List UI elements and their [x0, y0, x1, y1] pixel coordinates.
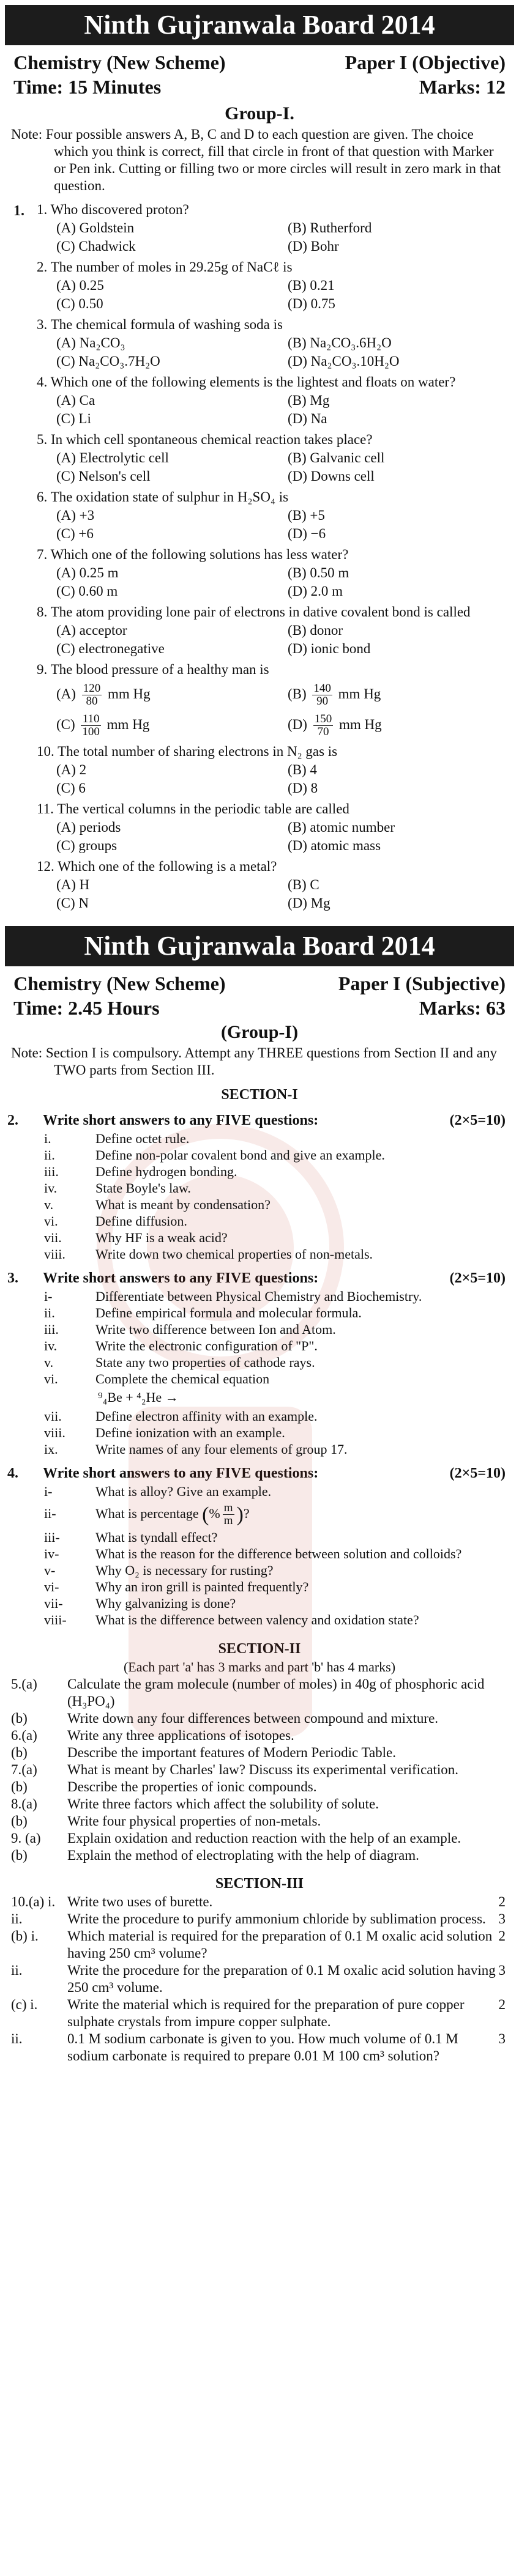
- subjective-header-row2: [0, 996, 519, 1020]
- fraction-numerator: 140: [313, 682, 331, 695]
- mcq-options: [37, 876, 519, 912]
- mcq-option: (A) 2: [56, 762, 87, 777]
- paper-label: Paper I (Subjective): [338, 972, 506, 994]
- subquestion-number: viii-: [44, 1612, 67, 1627]
- subquestion-text: Why an iron grill is painted frequently?: [95, 1579, 309, 1594]
- mcq-stem: 10. The total number of sharing electrons in N₂ gas is: [37, 744, 338, 759]
- long-question-number: 7.(a): [11, 1761, 37, 1777]
- subquestion: [0, 1321, 519, 1338]
- long-question-text: Write the material which is required for the preparation of pure copper sulphate crystals from impure copper sulphate.: [67, 1996, 465, 2029]
- subquestion-text: Define octet rule.: [95, 1131, 190, 1146]
- subquestion-text: What is percentage: [95, 1506, 199, 1521]
- subjective-note: Note: Section I is compulsory. Attempt any THREE questions from Section II and any TWO parts from Section III.: [11, 1045, 498, 1078]
- long-question-text: Write any three applications of isotopes.: [67, 1727, 294, 1743]
- long-question: [0, 2030, 519, 2065]
- mcq-stem: 2. The number of moles in 29.25g of NaCℓ is: [37, 259, 293, 275]
- subquestion-number: v-: [44, 1562, 56, 1578]
- mcq-option: (A) Ca: [56, 393, 95, 408]
- mcq-option: (B) C: [288, 877, 319, 892]
- long-question-text: Write three factors which affect the solubility of solute.: [67, 1796, 379, 1812]
- long-question-text: Calculate the gram molecule (number of moles) in 40g of phosphoric acid (H₃PO₄): [67, 1676, 485, 1709]
- mcq-option: (B) Na₂CO₃.6H₂O: [288, 335, 392, 350]
- long-question-number: 9. (a): [11, 1830, 41, 1846]
- marks-label: Marks: 63: [419, 997, 506, 1019]
- mcq-stem: 5. In which cell spontaneous chemical reaction takes place?: [37, 432, 373, 447]
- subquestion: [0, 1196, 519, 1213]
- question-4-header: [0, 1464, 519, 1483]
- long-question-text: Write the procedure to purify ammonium chloride by sublimation process.: [67, 1911, 486, 1926]
- subquestion-text: What is alloy? Give an example.: [95, 1484, 272, 1499]
- subquestion: [0, 1130, 519, 1147]
- question-marks: (2×5=10): [449, 1270, 506, 1286]
- question-number: 3.: [7, 1270, 18, 1286]
- mcq-option: (C) 0.60 m: [56, 583, 118, 599]
- subquestion-text: Define non-polar covalent bond and give an example.: [95, 1147, 385, 1163]
- mcq-item: [0, 661, 519, 740]
- long-question-marks: 2: [498, 1893, 506, 1909]
- mcq-option: (B) Rutherford: [288, 220, 372, 235]
- subquestion: [0, 1246, 519, 1262]
- subquestion-number: iii.: [44, 1322, 59, 1337]
- subquestion-text: Why HF is a weak acid?: [95, 1230, 228, 1245]
- question-number: 4.: [7, 1465, 18, 1481]
- subquestion: [0, 1612, 519, 1628]
- mcq-option: (B) 0.50 m: [288, 565, 349, 580]
- mcq-stem: 11. The vertical columns in the periodic table are called: [37, 801, 349, 816]
- long-question-marks: 2: [498, 1928, 506, 1944]
- mcq-option: (C) groups: [56, 838, 118, 853]
- long-question: [0, 1813, 519, 1830]
- section-2-title: SECTION-II: [218, 1640, 301, 1657]
- subquestion: [0, 1305, 519, 1321]
- mcq-option: (C) Chadwick: [56, 239, 136, 254]
- fraction-denominator: m: [223, 1514, 233, 1528]
- group-title: (Group-I): [220, 1022, 299, 1042]
- mcq-options: [37, 506, 519, 543]
- long-question-text: What is meant by Charles' law? Discuss its experimental verification.: [67, 1761, 459, 1777]
- subquestion-number: vi.: [44, 1213, 58, 1229]
- subquestion-text: State Boyle's law.: [95, 1180, 191, 1196]
- subquestion: [0, 1408, 519, 1424]
- subquestion: [0, 1213, 519, 1229]
- subquestion: [0, 1338, 519, 1354]
- mcq-options: [37, 449, 519, 486]
- long-question-text: 0.1 M sodium carbonate is given to you. How much volume of 0.1 M sodium carbonate is required to prepare 0.01 M 100 cm³ solution?: [67, 2030, 458, 2063]
- mcq-option: (A) Goldstein: [56, 220, 135, 235]
- subjective-header-row1: [0, 971, 519, 996]
- chemical-equation: ⁹₄Be + ⁴₂He →: [98, 1390, 179, 1405]
- objective-banner: Ninth Gujranwala Board 2014: [5, 5, 514, 45]
- subquestion-text: Define hydrogen bonding.: [95, 1164, 237, 1179]
- section-3-title: SECTION-III: [215, 1875, 304, 1892]
- subquestion: [0, 1529, 519, 1545]
- long-question: [0, 1761, 519, 1778]
- subquestion: [0, 1180, 519, 1196]
- long-question: [0, 1928, 519, 1962]
- time-label: Time: 2.45 Hours: [13, 997, 160, 1019]
- mcq-item: [0, 373, 519, 428]
- mcq-option: (A) Na₂CO₃: [56, 335, 125, 350]
- long-question: [0, 1962, 519, 1996]
- fraction: [313, 713, 334, 738]
- mcq-option: (C) 0.50: [56, 296, 103, 311]
- subquestion-number: ii.: [44, 1147, 55, 1163]
- mcq-option: (A) H: [56, 877, 90, 892]
- long-question: [0, 1744, 519, 1761]
- mcq-stem: 4. Which one of the following elements is the lightest and floats on water?: [37, 374, 456, 390]
- long-question-number: 10.(a) i.: [11, 1893, 56, 1909]
- long-question-text: Describe the properties of ionic compounds.: [67, 1778, 317, 1794]
- mcq-option: (B) Galvanic cell: [288, 450, 385, 465]
- subquestion: [0, 1441, 519, 1457]
- subquestion-number: v.: [44, 1197, 54, 1212]
- subquestion-number: iv.: [44, 1338, 58, 1353]
- mcq-option: (C) $\frac{110}{100}$ mm Hg: [56, 712, 150, 739]
- fraction-numerator: 110: [81, 713, 101, 726]
- mcq-option: (B) $\frac{140}{90}$ mm Hg: [288, 682, 381, 708]
- time-label: Time: 15 Minutes: [13, 76, 162, 98]
- mcq-item: [0, 431, 519, 486]
- long-question: [0, 1676, 519, 1710]
- long-question: [0, 1710, 519, 1727]
- long-question-number: (b): [11, 1778, 28, 1794]
- mcq-option: (D) Na: [288, 411, 327, 426]
- subquestion-text: Complete the chemical equation: [95, 1371, 270, 1386]
- mcq-option: (C) Na₂CO₃.7H₂O: [56, 353, 160, 369]
- long-question-text: Write four physical properties of non-metals.: [67, 1813, 321, 1829]
- long-question-number: ii.: [11, 1962, 23, 1978]
- subquestion: [0, 1371, 519, 1387]
- mcq-stem: 3. The chemical formula of washing soda is: [37, 317, 283, 332]
- question-title: Write short answers to any FIVE questions:: [43, 1465, 319, 1481]
- subquestion-number: iv-: [44, 1545, 59, 1561]
- subquestion-text: Define diffusion.: [95, 1213, 187, 1229]
- mcq-option: (C) 6: [56, 780, 86, 796]
- fraction: [223, 1502, 234, 1527]
- subquestion-text: Write down two chemical properties of non-metals.: [95, 1246, 373, 1262]
- subquestion-number: i-: [44, 1484, 53, 1499]
- long-question: [0, 1796, 519, 1813]
- question-number: 2.: [7, 1112, 18, 1128]
- mcq-options: [37, 761, 519, 798]
- objective-note: Note: Four possible answers A, B, C and D to each question are given. The choice which you think is correct, fill that circle in front of that question with Marker or Pen ink. Cutting or filling two or more circles will result in zero mark in that question.: [11, 127, 501, 193]
- long-question-marks: 3: [498, 1962, 506, 1978]
- subquestion: [0, 1579, 519, 1595]
- subquestion-number: iii.: [44, 1164, 59, 1179]
- mcq-options: [37, 276, 519, 313]
- percent-sign: %: [209, 1506, 220, 1521]
- subquestion-number: vii.: [44, 1230, 62, 1245]
- mcq-option: (B) 0.21: [288, 278, 335, 293]
- long-question: [0, 1996, 519, 2030]
- mcq-option: (A) acceptor: [56, 623, 127, 638]
- mcq-option: (C) N: [56, 895, 89, 911]
- subquestion-number: vi.: [44, 1371, 58, 1386]
- long-question-number: (b): [11, 1847, 28, 1863]
- fraction-numerator: m: [223, 1501, 233, 1515]
- mcq-option: (D) Bohr: [288, 239, 339, 254]
- subquestion-number: vii-: [44, 1595, 63, 1611]
- fraction-denominator: 70: [317, 725, 329, 739]
- subquestion-text: State any two properties of cathode rays.: [95, 1355, 315, 1370]
- mcq-list: [0, 201, 519, 912]
- objective-header-row1: [0, 50, 519, 75]
- subquestion: [0, 1545, 519, 1562]
- subquestion-text: What is the difference between valency and oxidation state?: [95, 1612, 419, 1627]
- subquestion-text: Define ionization with an example.: [95, 1425, 285, 1440]
- section-2-note: (Each part 'a' has 3 marks and part 'b' has 4 marks): [123, 1659, 396, 1675]
- section-1-title: SECTION-I: [221, 1087, 298, 1103]
- objective-header-row2: [0, 75, 519, 99]
- mcq-option: (D) 2.0 m: [288, 583, 343, 599]
- mcq-option: (D) Mg: [288, 895, 330, 911]
- mcq-option: (A) 0.25 m: [56, 565, 119, 580]
- subquestion-text: Why galvanizing is done?: [95, 1595, 236, 1611]
- mcq-option: (A) 0.25: [56, 278, 104, 293]
- question-title: Write short answers to any FIVE questions:: [43, 1270, 319, 1286]
- subjective-paper: [0, 926, 519, 2065]
- long-question-marks: 3: [498, 1911, 506, 1926]
- long-question-number: 5.(a): [11, 1676, 37, 1692]
- long-question: [0, 1778, 519, 1796]
- long-question-number: ii.: [11, 1911, 23, 1926]
- subquestion-number: ii-: [44, 1506, 56, 1521]
- fraction: [81, 713, 101, 738]
- subquestion-number: ii.: [44, 1305, 55, 1320]
- mcq-option: (B) donor: [288, 623, 343, 638]
- question-2-header: [0, 1111, 519, 1130]
- long-question-number: (b): [11, 1813, 28, 1829]
- question-title: Write short answers to any FIVE questions:: [43, 1112, 319, 1128]
- mcq-option: (D) Downs cell: [288, 468, 375, 484]
- long-question: [0, 1830, 519, 1847]
- long-question-text: Explain oxidation and reduction reaction with the help of an example.: [67, 1830, 461, 1846]
- mcq-item: [0, 603, 519, 658]
- mcq-stem: 7. Which one of the following solutions has less water?: [37, 547, 349, 562]
- mcq-item: [0, 201, 519, 256]
- mcq-options: [37, 818, 519, 855]
- long-question-number: (c) i.: [11, 1996, 38, 2012]
- mcq-option: (A) $\frac{120}{80}$ mm Hg: [56, 682, 151, 708]
- mcq-option: (B) atomic number: [288, 820, 395, 835]
- mcq-options: [37, 219, 519, 256]
- mcq-option: (C) electronegative: [56, 641, 165, 656]
- mcq-options: [37, 564, 519, 601]
- long-question: [0, 1893, 519, 1911]
- mcq-item: [0, 316, 519, 371]
- long-question-number: ii.: [11, 2030, 23, 2046]
- mcq-option: (C) Li: [56, 411, 91, 426]
- long-question-text: Explain the method of electroplating with the help of diagram.: [67, 1847, 419, 1863]
- subquestion-number: i-: [44, 1289, 53, 1304]
- subquestion: [0, 1288, 519, 1305]
- mcq-option: (B) 4: [288, 762, 317, 777]
- long-question: [0, 1727, 519, 1744]
- subquestion-text: Differentiate between Physical Chemistry and Biochemistry.: [95, 1289, 422, 1304]
- mcq-option: (C) +6: [56, 526, 94, 541]
- mcq-option: (D) atomic mass: [288, 838, 381, 853]
- objective-paper: [0, 0, 519, 912]
- subquestion: ii- What is percentage (% $\frac{m}{m}$ )?: [0, 1500, 519, 1529]
- long-question: [0, 1847, 519, 1864]
- paper-label: Paper I (Objective): [345, 51, 506, 73]
- subquestion-number: i.: [44, 1131, 51, 1146]
- subject-label: Chemistry (New Scheme): [13, 972, 226, 994]
- subquestion-number: vi-: [44, 1579, 59, 1594]
- fraction: [312, 683, 332, 708]
- subquestion: [0, 1163, 519, 1180]
- long-question-text: Which material is required for the preparation of 0.1 M oxalic acid solution having 250 cm³ volume?: [67, 1928, 493, 1961]
- subquestion-number: iv.: [44, 1180, 58, 1196]
- mcq-options: [37, 391, 519, 428]
- long-question-text: Describe the important features of Modern Periodic Table.: [67, 1744, 397, 1760]
- subject-label: Chemistry (New Scheme): [13, 51, 226, 73]
- long-question-text: Write down any four differences between compound and mixture.: [67, 1710, 439, 1726]
- subquestion-text: What is the reason for the difference between solution and colloids?: [95, 1545, 462, 1561]
- mcq-option: (B) Mg: [288, 393, 330, 408]
- group-title: Group-I.: [225, 103, 294, 124]
- subquestion-text: Define empirical formula and molecular formula.: [95, 1305, 362, 1320]
- subquestion: [0, 1483, 519, 1500]
- marks-label: Marks: 12: [419, 76, 506, 98]
- mcq-option: (D) ionic bond: [288, 641, 371, 656]
- mcq-option: (D) $\frac{150}{70}$ mm Hg: [288, 712, 382, 739]
- long-question-number: (b) i.: [11, 1928, 39, 1944]
- mcq-option: (A) Electrolytic cell: [56, 450, 169, 465]
- subquestion-number: viii.: [44, 1246, 65, 1262]
- mcq-option: (C) Nelson's cell: [56, 468, 151, 484]
- subquestion: [0, 1229, 519, 1246]
- long-question: [0, 1911, 519, 1928]
- subquestion-text: What is tyndall effect?: [95, 1529, 218, 1545]
- mcq-stem: 8. The atom providing lone pair of electrons in dative covalent bond is called: [37, 604, 471, 620]
- mcq-item: [0, 488, 519, 543]
- long-question-marks: 3: [498, 2030, 506, 2046]
- mcq-option: (D) 8: [288, 780, 318, 796]
- fraction: [82, 683, 102, 708]
- subquestion-number: ix.: [44, 1442, 58, 1457]
- mcq-stem: 1. Who discovered proton?: [37, 202, 189, 217]
- subjective-banner: Ninth Gujranwala Board 2014: [5, 926, 514, 966]
- subquestion-text: Why O₂ is necessary for rusting?: [95, 1562, 274, 1578]
- fraction-denominator: 80: [86, 695, 98, 708]
- fraction-numerator: 120: [83, 682, 101, 695]
- subquestion-text: Define electron affinity with an example.: [95, 1408, 318, 1424]
- mcq-stem: 6. The oxidation state of sulphur in H₂SO₄ is: [37, 489, 289, 505]
- mcq-item: [0, 258, 519, 313]
- mcq-stem: 12. Which one of the following is a metal?: [37, 859, 277, 874]
- mcq-options: [37, 334, 519, 371]
- mcq-option: (D) 0.75: [288, 296, 335, 311]
- subquestion: [0, 1147, 519, 1163]
- mcq-item: [0, 742, 519, 798]
- question-3-header: [0, 1268, 519, 1288]
- long-question-marks: 2: [498, 1996, 506, 2012]
- mcq-item: [0, 546, 519, 601]
- fraction-denominator: 90: [316, 695, 329, 708]
- mcq-item: [0, 857, 519, 912]
- mcq-item: [0, 800, 519, 855]
- subquestion-text: Write names of any four elements of group 17.: [95, 1442, 348, 1457]
- subquestion: [0, 1424, 519, 1441]
- subquestion-number: viii.: [44, 1425, 65, 1440]
- fraction-numerator: 150: [314, 712, 332, 726]
- long-question-number: (b): [11, 1744, 28, 1760]
- subquestion-text: Write two difference between Ion and Atom.: [95, 1322, 336, 1337]
- mcq-option: (D) −6: [288, 526, 326, 541]
- subquestion-number: v.: [44, 1355, 54, 1370]
- subquestion-number: iii-: [44, 1529, 60, 1545]
- subquestion-text: What is meant by condensation?: [95, 1197, 271, 1212]
- subquestion: [0, 1595, 519, 1612]
- long-question-number: 8.(a): [11, 1796, 37, 1812]
- long-question-number: 6.(a): [11, 1727, 37, 1743]
- question-marks: (2×5=10): [449, 1112, 506, 1128]
- subquestion: [0, 1562, 519, 1579]
- fraction-denominator: 100: [82, 725, 100, 739]
- long-question-number: (b): [11, 1710, 28, 1726]
- mcq-options: [37, 621, 519, 658]
- long-question-text: Write the procedure for the preparation of 0.1 M oxalic acid solution having 250 cm³ volume.: [67, 1962, 496, 1995]
- mcq-option: (B) +5: [288, 508, 325, 523]
- mcq-option: (D) Na₂CO₃.10H₂O: [288, 353, 400, 369]
- subquestion: [0, 1354, 519, 1371]
- mcq-stem: 9. The blood pressure of a healthy man is: [37, 662, 269, 677]
- long-question-text: Write two uses of burette.: [67, 1893, 213, 1909]
- question-marks: (2×5=10): [449, 1465, 506, 1481]
- question-number: 1.: [13, 203, 24, 219]
- mcq-option: (A) +3: [56, 508, 95, 523]
- subquestion-text: Write the electronic configuration of "P".: [95, 1338, 318, 1353]
- mcq-option: (A) periods: [56, 820, 121, 835]
- subquestion-number: vii.: [44, 1408, 62, 1424]
